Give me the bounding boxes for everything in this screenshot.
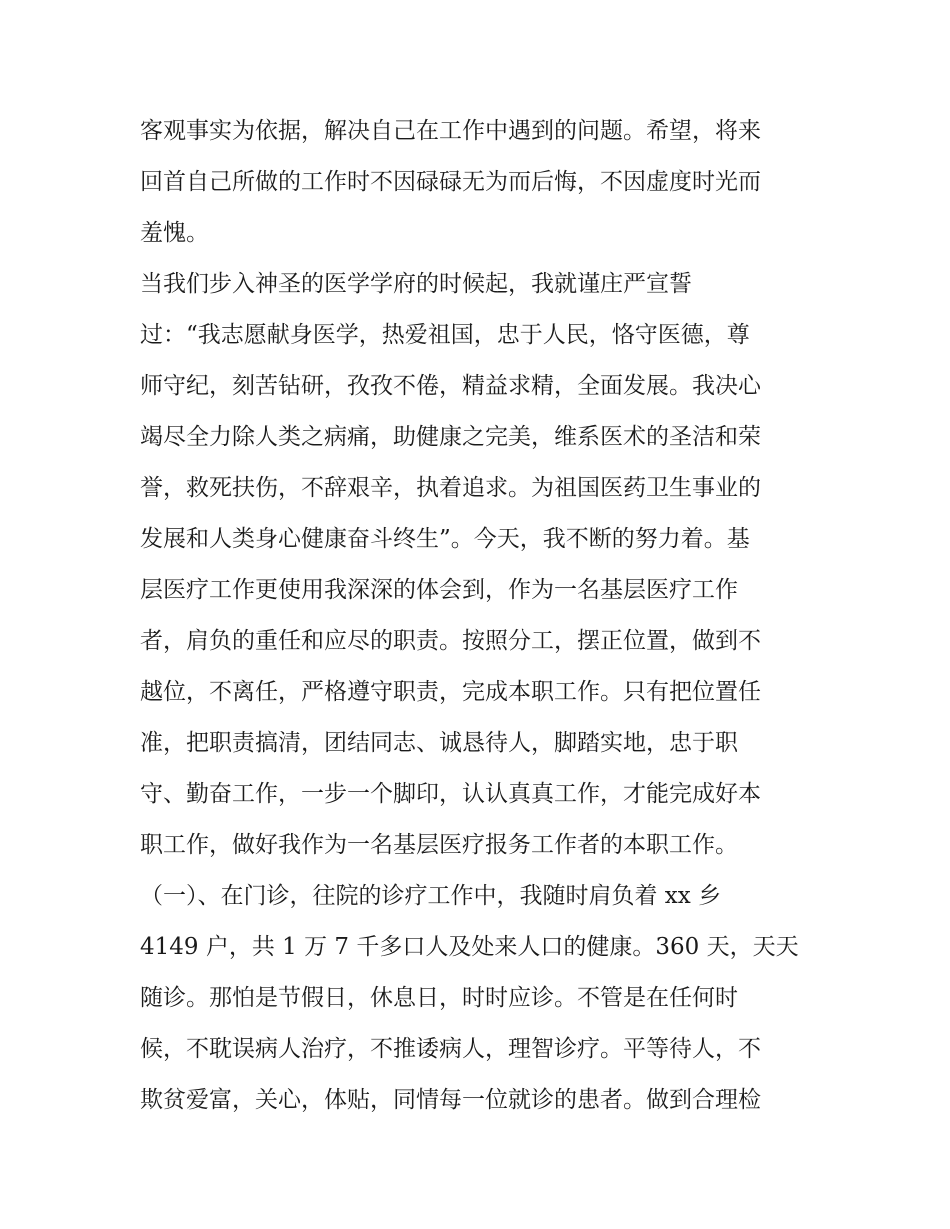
text-line: 当我们步入神圣的医学学府的时候起，我就谨庄严宣誓 [140, 271, 692, 297]
text-line: 职工作，做好我作为一名基层医疗报务工作者的本职工作。 [140, 832, 738, 858]
text-line: 欺贫爱富，关心，体贴，同情每一位就诊的患者。做到合理检 [140, 1087, 761, 1113]
text-line: 候，不耽误病人治疗，不推诿病人，理智诊疗。平等待人，不 [140, 1036, 761, 1062]
text-line: 师守纪，刻苦钻研，孜孜不倦，精益求精，全面发展。我决心 [140, 373, 761, 399]
document-body [140, 106, 830, 1126]
text-line: 羞愧。 [140, 220, 209, 246]
text-line: 竭尽全力除人类之病痛，助健康之完美，维系医术的圣洁和荣 [140, 424, 761, 450]
text-line: 随诊。那怕是节假日，休息日，时时应诊。不管是在任何时 [140, 985, 738, 1011]
text-line: 发展和人类身心健康奋斗终生”。今天，我不断的努力着。基 [140, 526, 750, 552]
text-line: 过：“我志愿献身医学，热爱祖国，忠于人民，恪守医德，尊 [140, 322, 750, 348]
text-line: 者，肩负的重任和应尽的职责。按照分工，摆正位置，做到不 [140, 628, 761, 654]
text-line: 4149 户，共 1 万 7 千多口人及处来人口的健康。360 天，天天 [140, 934, 799, 960]
text-line: 誉，救死扶伤，不辞艰辛，执着追求。为祖国医药卫生事业的 [140, 475, 761, 501]
text-line: （一）、在门诊，往院的诊疗工作中，我随时肩负着 xx 乡 [140, 883, 722, 909]
text-line: 准，把职责搞清，团结同志、诚恳待人，脚踏实地，忠于职 [140, 730, 738, 756]
text-line: 守、勤奋工作，一步一个脚印，认认真真工作，才能完成好本 [140, 781, 761, 807]
text-line: 客观事实为依据，解决自己在工作中遇到的问题。希望，将来 [140, 118, 761, 144]
text-line: 层医疗工作更使用我深深的体会到，作为一名基层医疗工作 [140, 577, 738, 603]
text-line: 越位，不离任，严格遵守职责，完成本职工作。只有把位置任 [140, 679, 761, 705]
text-line: 回首自己所做的工作时不因碌碌无为而后悔，不因虚度时光而 [140, 169, 761, 195]
